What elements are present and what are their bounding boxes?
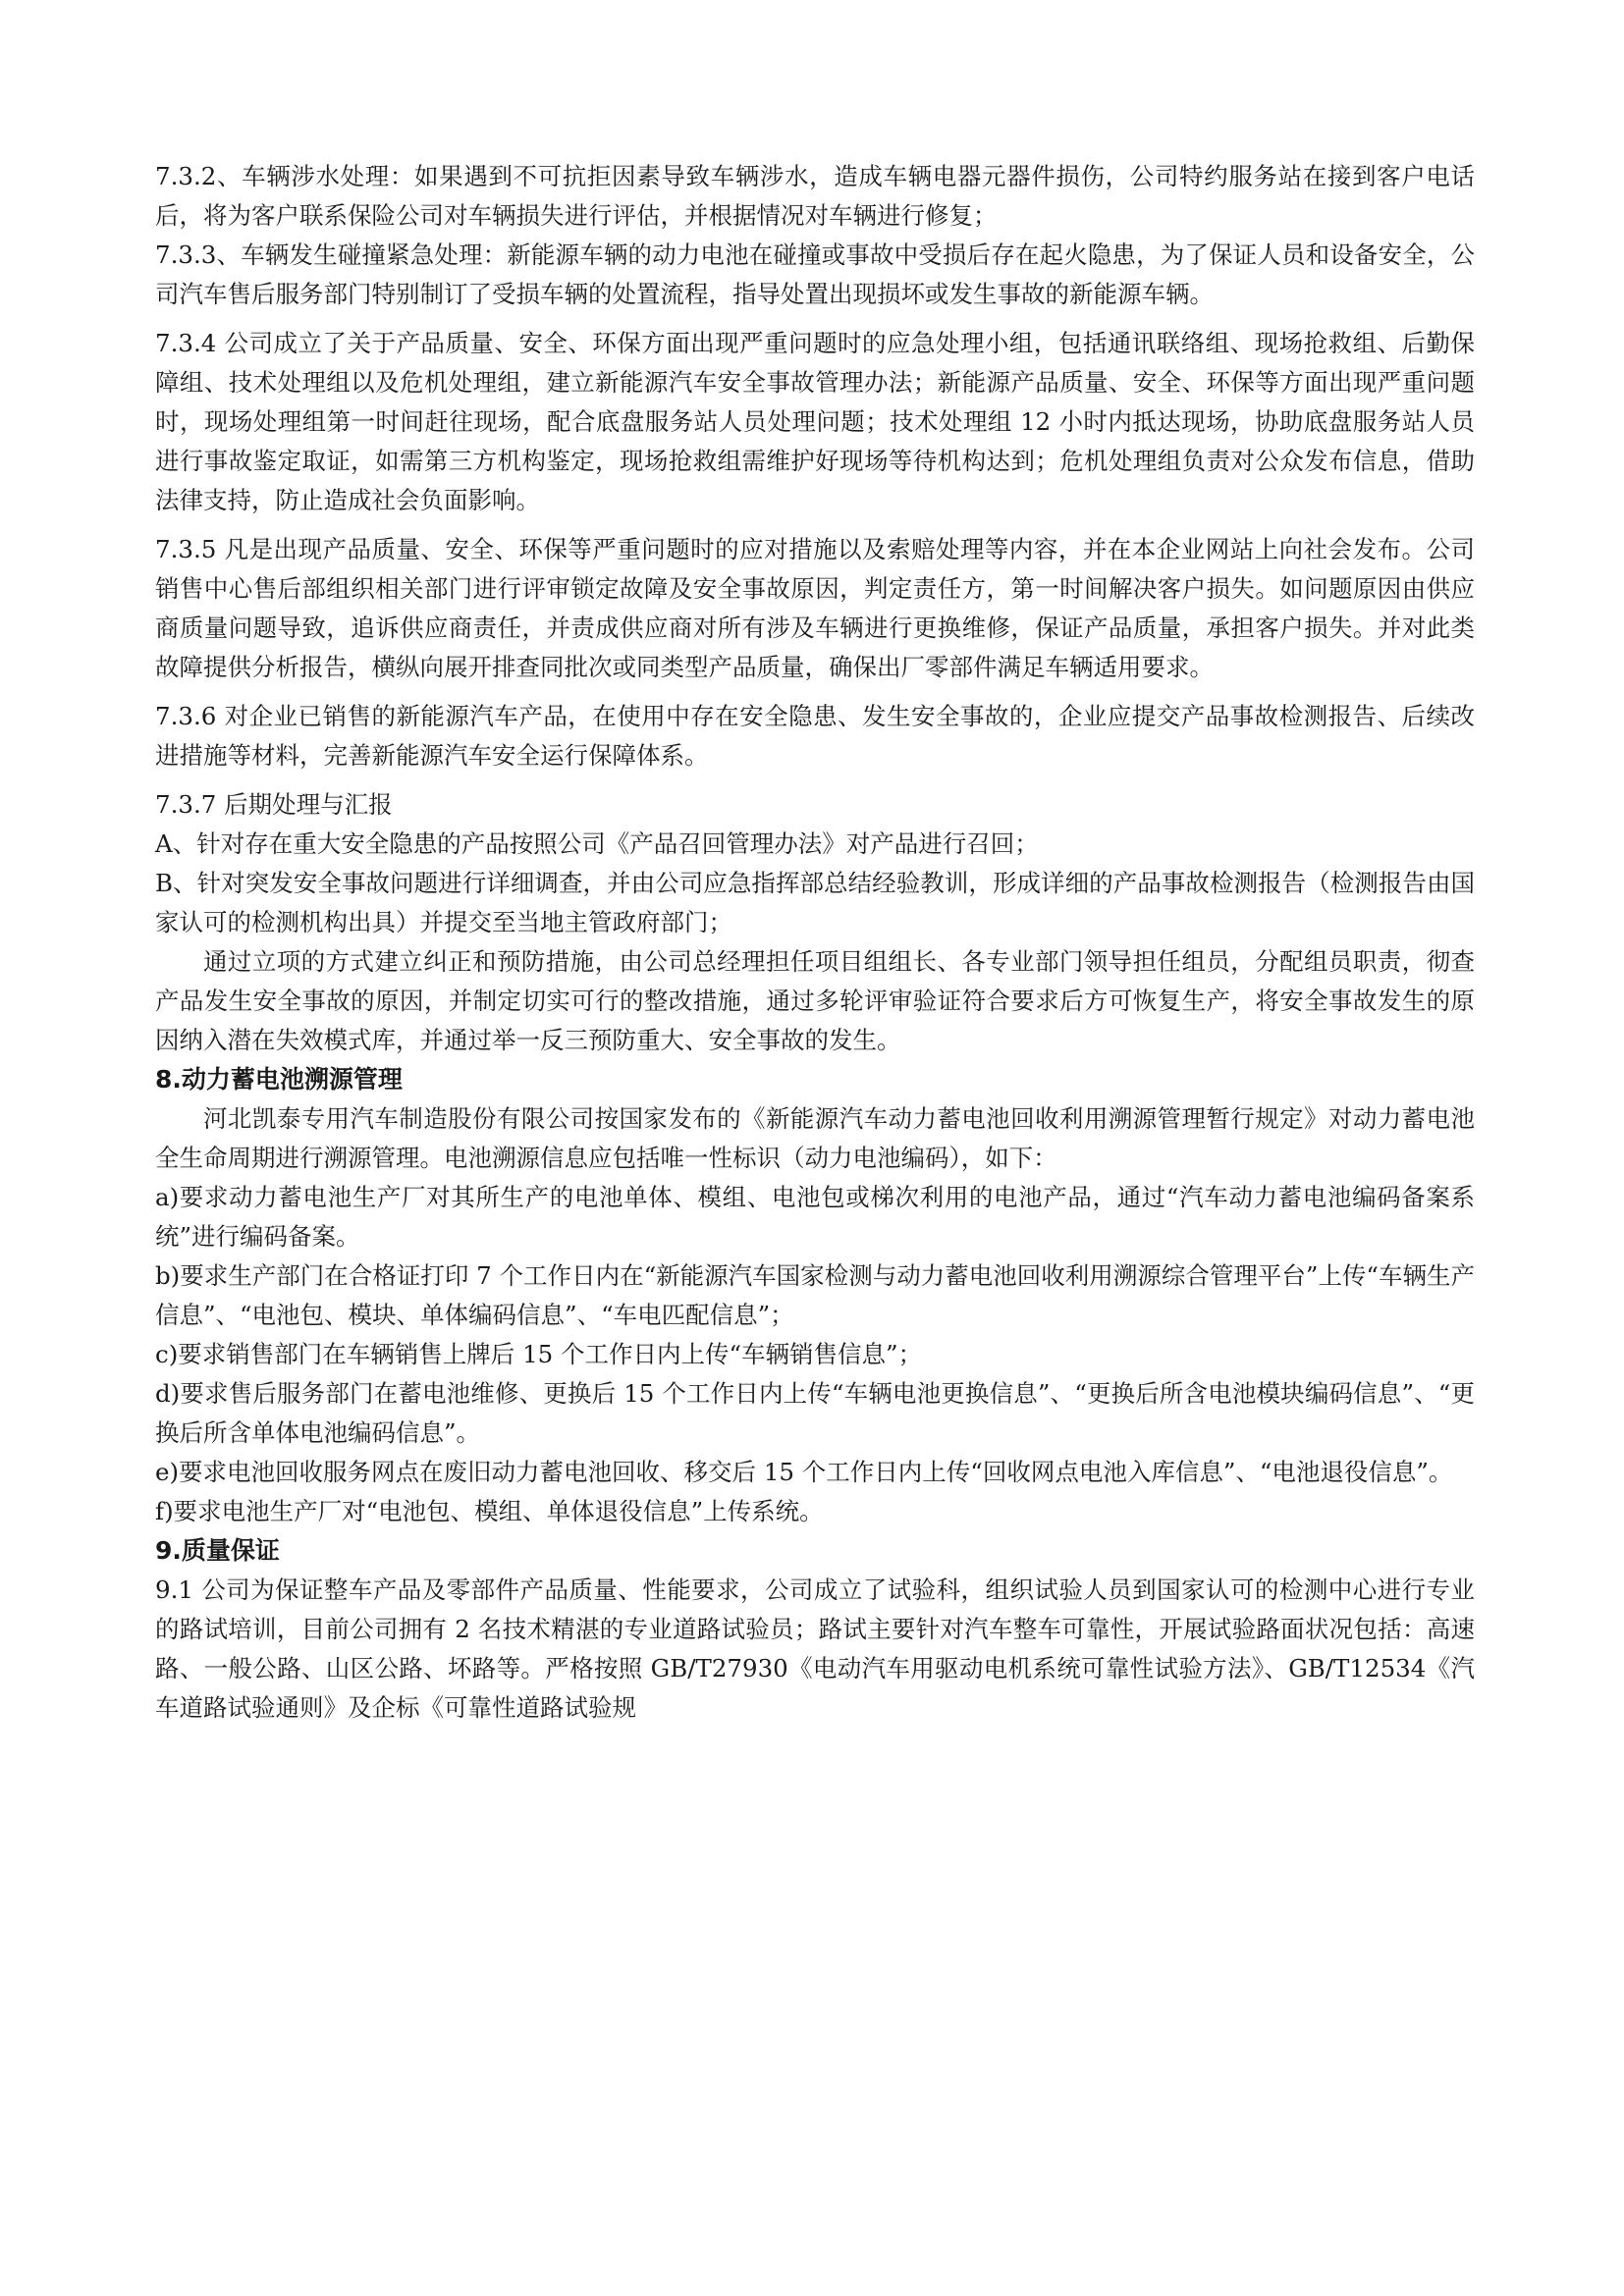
section-8-intro: 河北凯泰专用汽车制造股份有限公司按国家发布的《新能源汽车动力蓄电池回收利用溯源管理暂行规定》对动力蓄电池全生命周期进行溯源管理。电池溯源信息应包括唯一性标识（动力电池编码），如下： xyxy=(155,1104,1475,1172)
paragraph-7-3-7-b: B、针对突发安全事故问题进行详细调查，并由公司应急指挥部总结经验教训，形成详细的产品事故检测报告（检测报告由国家认可的检测机构出具）并提交至当地主管政府部门； xyxy=(155,869,1475,936)
section-9-heading: 9.质量保证 xyxy=(155,1536,280,1565)
paragraph-9-1: 9.1 公司为保证整车产品及零部件产品质量、性能要求，公司成立了试验科，组织试验人员到国家认可的检测中心进行专业的路试培训，目前公司拥有 2 名技术精湛的专业道路试验员；路试主要针对汽车整车可靠性，开展试验路面状况包括：高速路、一般公路、山区公路、坏路等。严格按照 GB/T27930《电动汽车用驱动电机系统可靠性试验方法》、GB/T12534《汽车道路试验通则》及企标《可靠性道路试验规 xyxy=(155,1575,1475,1722)
paragraph-7-3-7-a: A、针对存在重大安全隐患的产品按照公司《产品召回管理办法》对产品进行召回； xyxy=(155,829,1039,858)
paragraph-7-3-7-corrective: 通过立项的方式建立纠正和预防措施，由公司总经理担任项目组组长、各专业部门领导担任组员，分配组员职责，彻查产品发生安全事故的原因，并制定切实可行的整改措施，通过多轮评审验证符合要求后方可恢复生产，将安全事故发生的原因纳入潜在失效模式库，并通过举一反三预防重大、安全事故的发生。 xyxy=(155,947,1475,1054)
paragraph-7-3-7-title: 7.3.7 后期处理与汇报 xyxy=(155,790,393,819)
paragraph-7-3-5: 7.3.5 凡是出现产品质量、安全、环保等严重问题时的应对措施以及索赔处理等内容，并在本企业网站上向社会发布。公司销售中心售后部组织相关部门进行评审锁定故障及安全事故原因，判定责任方，第一时间解决客户损失。如问题原因由供应商质量问题导致，追诉供应商责任，并责成供应商对所有涉及车辆进行更换维修，保证产品质量，承担客户损失。并对此类故障提供分析报告，横纵向展开排查同批次或同类型产品质量，确保出厂零部件满足车辆适用要求。 xyxy=(155,535,1475,681)
paragraph-7-3-6: 7.3.6 对企业已销售的新能源汽车产品，在使用中存在安全隐患、发生安全事故的，企业应提交产品事故检测报告、后续改进措施等材料，完善新能源汽车安全运行保障体系。 xyxy=(155,702,1475,770)
paragraph-7-3-2: 7.3.2、车辆涉水处理：如果遇到不可抗拒因素导致车辆涉水，造成车辆电器元器件损伤，公司特约服务站在接到客户电话后，将为客户联系保险公司对车辆损失进行评估，并根据情况对车辆进行修复； xyxy=(155,162,1475,230)
paragraph-7-3-4: 7.3.4 公司成立了关于产品质量、安全、环保方面出现严重问题时的应急处理小组，包括通讯联络组、现场抢救组、后勤保障组、技术处理组以及危机处理组，建立新能源汽车安全事故管理办法；新能源产品质量、安全、环保等方面出现严重问题时，现场处理组第一时间赶往现场，配合底盘服务站人员处理问题；技术处理组 12 小时内抵达现场，协助底盘服务站人员进行事故鉴定取证，如需第三方机构鉴定，现场抢救组需维护好现场等待机构达到；危机处理组负责对公众发布信息，借助法律支持，防止造成社会负面影响。 xyxy=(155,329,1475,514)
section-8-item-a: a)要求动力蓄电池生产厂对其所生产的电池单体、模组、电池包或梯次利用的电池产品，通过“汽车动力蓄电池编码备案系统”进行编码备案。 xyxy=(155,1183,1475,1251)
section-8-item-d: d)要求售后服务部门在蓄电池维修、更换后 15 个工作日内上传“车辆电池更换信息”、“更换后所含电池模块编码信息”、“更换后所含单体电池编码信息”。 xyxy=(155,1379,1475,1447)
section-8-item-b: b)要求生产部门在合格证打印 7 个工作日内在“新能源汽车国家检测与动力蓄电池回收利用溯源综合管理平台”上传“车辆生产信息”、“电池包、模块、单体编码信息”、“车电匹配信息”； xyxy=(155,1261,1475,1329)
section-8-heading: 8.动力蓄电池溯源管理 xyxy=(155,1065,403,1094)
section-8-item-e: e)要求电池回收服务网点在废旧动力蓄电池回收、移交后 15 个工作日内上传“回收网点电池入库信息”、“电池退役信息”。 xyxy=(155,1458,1453,1486)
section-8-item-f: f)要求电池生产厂对“电池包、模组、单体退役信息”上传系统。 xyxy=(155,1497,824,1525)
section-8-item-c: c)要求销售部门在车辆销售上牌后 15 个工作日内上传“车辆销售信息”； xyxy=(155,1340,923,1368)
paragraph-7-3-3: 7.3.3、车辆发生碰撞紧急处理：新能源车辆的动力电池在碰撞或事故中受损后存在起火隐患，为了保证人员和设备安全，公司汽车售后服务部门特别制订了受损车辆的处置流程，指导处置出现损坏或发生事故的新能源车辆。 xyxy=(155,240,1475,308)
